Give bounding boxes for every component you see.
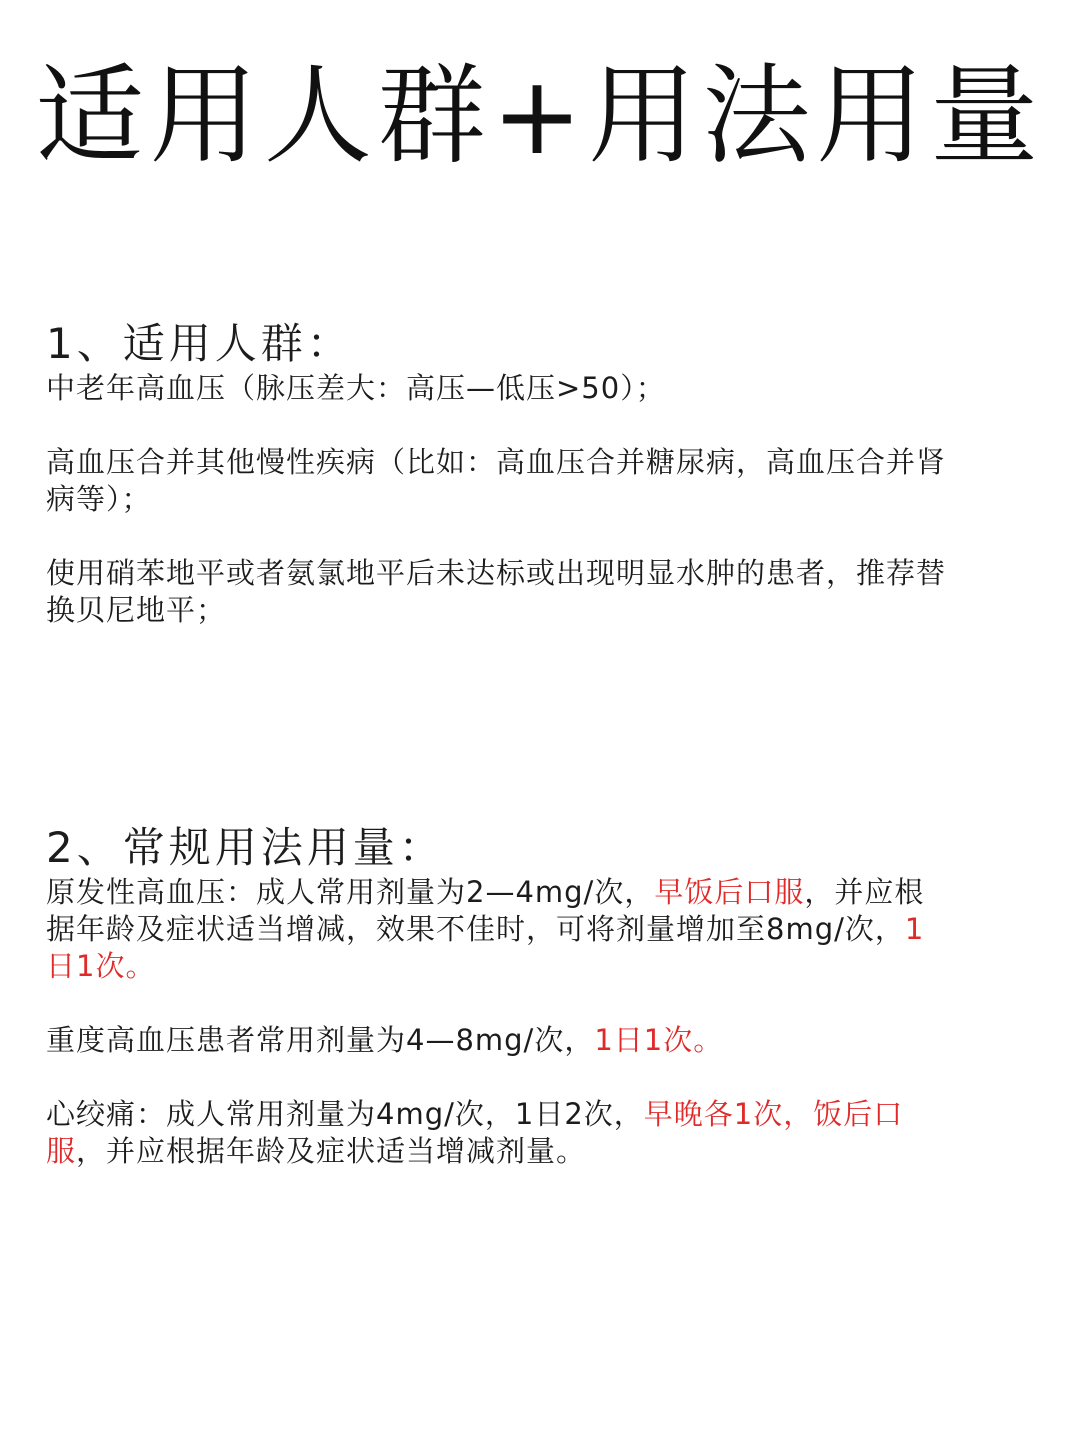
highlight-text: 早饭后口服 <box>654 875 805 909</box>
paragraph-angina <box>46 1096 946 1170</box>
section-target-population <box>46 318 946 629</box>
text-segment: 心绞痛：成人常用剂量为4mg/次，1日2次， <box>46 1097 644 1131</box>
section-dosage <box>46 822 946 1170</box>
section-heading: 1、适用人群： <box>46 319 353 368</box>
text-segment: 重度高血压患者常用剂量为4—8mg/次， <box>46 1023 595 1057</box>
paragraph-comorbidity: 高血压合并其他慢性疾病（比如：高血压合并糖尿病，高血压合并肾病等）； <box>46 445 947 516</box>
text-segment: ，并应根据年龄及症状适当增减，效果不佳时，可将剂量增加至8mg/次， <box>46 875 925 946</box>
highlight-text: 早晚各1次，饭后口服 <box>46 1097 904 1168</box>
paragraph-severe-hypertension <box>46 1022 946 1059</box>
paragraph-primary-hypertension <box>46 874 946 985</box>
paragraph-replacement: 使用硝苯地平或者氨氯地平后未达标或出现明显水肿的患者，推荐替换贝尼地平； <box>46 556 947 627</box>
highlight-text: 1日1次。 <box>46 912 925 983</box>
paragraph-elderly-hypertension: 中老年高血压（脉压差大：高压—低压>50）； <box>46 371 666 405</box>
section-heading: 2、常规用法用量： <box>46 823 445 872</box>
highlight-text: 1日1次。 <box>594 1023 724 1057</box>
text-segment: ，并应根据年龄及症状适当增减剂量。 <box>76 1134 587 1168</box>
text-segment: 原发性高血压：成人常用剂量为2—4mg/次， <box>46 875 655 909</box>
page-title: 适用人群+用法用量 <box>35 54 1045 179</box>
